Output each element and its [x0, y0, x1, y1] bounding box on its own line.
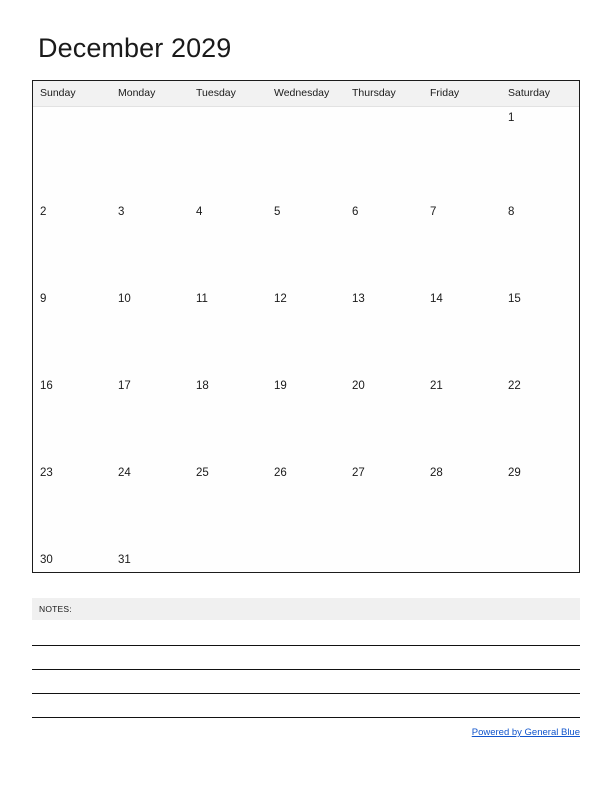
day-number: 13	[352, 293, 365, 306]
calendar-day-cell[interactable]	[501, 137, 579, 224]
day-number: 24	[118, 467, 131, 480]
weekday-header-friday: Friday	[423, 81, 501, 106]
calendar-week-row	[33, 137, 579, 224]
calendar-empty-cell	[423, 106, 501, 137]
calendar-day-cell[interactable]	[345, 311, 423, 398]
calendar-empty-cell	[267, 106, 345, 137]
calendar-week-row	[33, 485, 579, 572]
calendar-day-cell[interactable]	[423, 137, 501, 224]
notes-line[interactable]	[32, 670, 580, 694]
weekday-header-thursday: Thursday	[345, 81, 423, 106]
day-number: 8	[508, 206, 515, 219]
day-number: 7	[430, 206, 437, 219]
day-number: 20	[352, 380, 365, 393]
calendar-day-cell[interactable]	[33, 398, 111, 485]
calendar-week-row	[33, 224, 579, 311]
calendar-week-row	[33, 106, 579, 137]
calendar-empty-cell	[345, 485, 423, 572]
day-number: 27	[352, 467, 365, 480]
calendar-day-cell[interactable]	[111, 224, 189, 311]
notes-line[interactable]	[32, 620, 580, 646]
calendar-day-cell[interactable]	[267, 398, 345, 485]
day-number: 31	[118, 554, 131, 566]
day-number: 2	[40, 206, 47, 219]
day-number: 29	[508, 467, 521, 480]
calendar-day-cell[interactable]	[267, 137, 345, 224]
calendar-day-cell[interactable]	[423, 398, 501, 485]
day-number: 19	[274, 380, 287, 393]
notes-lines	[32, 620, 580, 718]
calendar-day-cell[interactable]	[345, 398, 423, 485]
calendar-day-cell[interactable]	[33, 137, 111, 224]
calendar-empty-cell	[345, 106, 423, 137]
day-number: 14	[430, 293, 443, 306]
calendar-day-cell[interactable]	[423, 224, 501, 311]
calendar-day-cell[interactable]	[189, 398, 267, 485]
weekday-header-tuesday: Tuesday	[189, 81, 267, 106]
page-title: December 2029	[38, 33, 232, 63]
weekday-header-monday: Monday	[111, 81, 189, 106]
calendar-day-cell[interactable]	[189, 137, 267, 224]
day-number: 12	[274, 293, 287, 306]
calendar-week-row	[33, 311, 579, 398]
day-number: 3	[118, 206, 125, 219]
calendar-body	[33, 106, 579, 572]
day-number: 23	[40, 467, 53, 480]
calendar-table	[33, 81, 579, 572]
calendar-day-cell[interactable]	[33, 224, 111, 311]
calendar-day-cell[interactable]	[189, 311, 267, 398]
day-number: 28	[430, 467, 443, 480]
notes-header	[32, 598, 580, 620]
calendar-day-cell[interactable]	[33, 485, 111, 572]
notes-line[interactable]	[32, 694, 580, 718]
calendar-day-cell[interactable]	[423, 311, 501, 398]
powered-by-link[interactable]: Powered by General Blue	[471, 727, 580, 738]
day-number: 25	[196, 467, 209, 480]
calendar-day-cell[interactable]	[189, 224, 267, 311]
day-number: 30	[40, 554, 53, 566]
day-number: 6	[352, 206, 359, 219]
day-number: 21	[430, 380, 443, 393]
day-number: 18	[196, 380, 209, 393]
calendar-day-cell[interactable]	[33, 311, 111, 398]
calendar-empty-cell	[33, 106, 111, 137]
notes-label: NOTES:	[39, 604, 72, 614]
calendar-day-cell[interactable]	[501, 398, 579, 485]
weekday-header-saturday: Saturday	[501, 81, 579, 106]
day-number: 1	[508, 111, 515, 124]
day-number: 11	[196, 293, 208, 306]
calendar-empty-cell	[189, 485, 267, 572]
weekday-header-wednesday: Wednesday	[267, 81, 345, 106]
calendar-empty-cell	[189, 106, 267, 137]
calendar-header-row	[33, 81, 579, 106]
day-number: 17	[118, 380, 131, 393]
day-number: 9	[40, 293, 47, 306]
calendar-empty-cell	[111, 106, 189, 137]
calendar-day-cell[interactable]	[345, 224, 423, 311]
weekday-header-sunday: Sunday	[33, 81, 111, 106]
calendar-empty-cell	[267, 485, 345, 572]
day-number: 5	[274, 206, 281, 219]
day-number: 26	[274, 467, 287, 480]
calendar-empty-cell	[501, 485, 579, 572]
day-number: 22	[508, 380, 521, 393]
calendar-empty-cell	[423, 485, 501, 572]
footer	[32, 722, 580, 740]
calendar-day-cell[interactable]	[111, 398, 189, 485]
calendar-day-cell[interactable]	[267, 224, 345, 311]
calendar-day-cell[interactable]	[111, 311, 189, 398]
day-number: 16	[40, 380, 53, 393]
day-number: 15	[508, 293, 521, 306]
calendar-day-cell[interactable]	[501, 106, 579, 137]
calendar-day-cell[interactable]	[501, 311, 579, 398]
day-number: 4	[196, 206, 203, 219]
notes-line[interactable]	[32, 646, 580, 670]
calendar-day-cell[interactable]	[111, 485, 189, 572]
calendar-day-cell[interactable]	[345, 137, 423, 224]
calendar-week-row	[33, 398, 579, 485]
weekday-header-row	[33, 81, 579, 106]
calendar-grid	[32, 80, 580, 573]
calendar-day-cell[interactable]	[501, 224, 579, 311]
calendar-day-cell[interactable]	[267, 311, 345, 398]
calendar-day-cell[interactable]	[111, 137, 189, 224]
day-number: 10	[118, 293, 131, 306]
